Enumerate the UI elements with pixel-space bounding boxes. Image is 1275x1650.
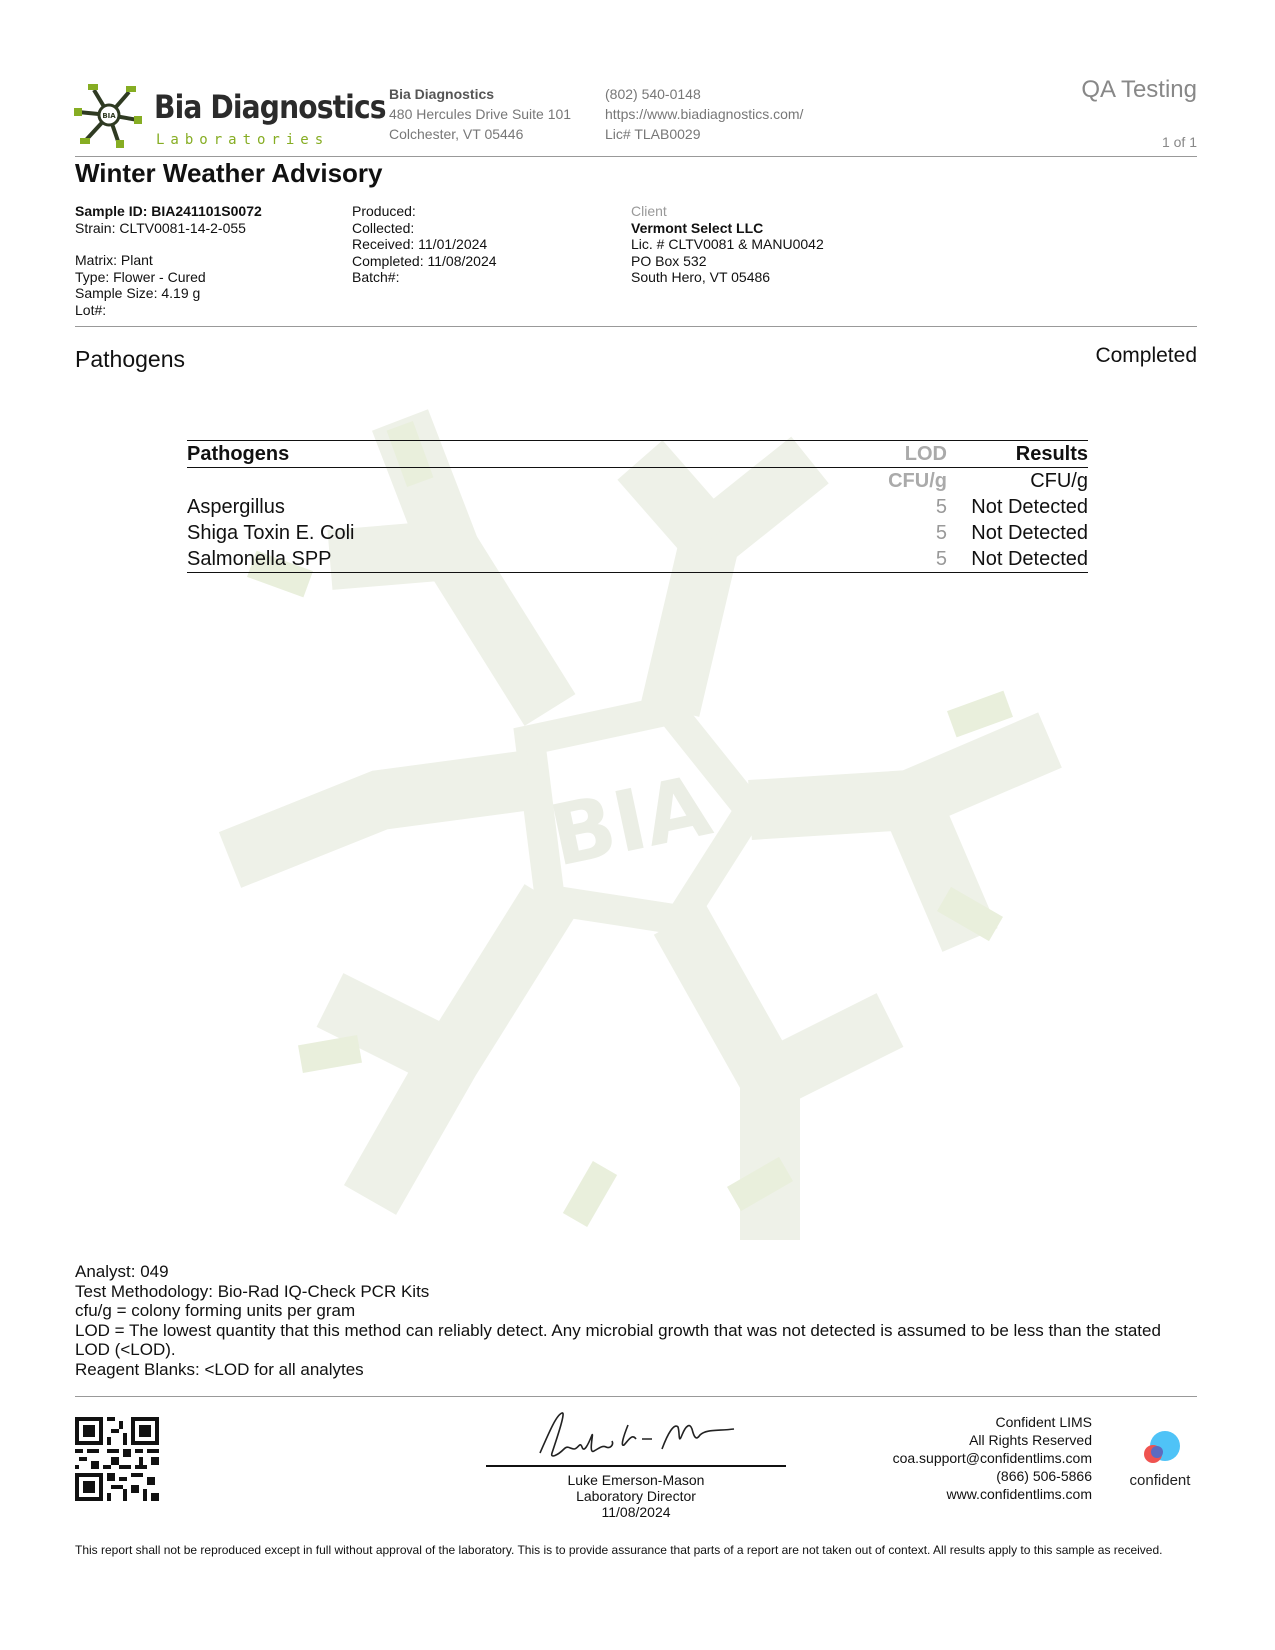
header-divider xyxy=(75,156,1197,157)
signatory xyxy=(486,1472,786,1520)
svg-text:BIA: BIA xyxy=(541,756,719,886)
signatory-title: Laboratory Director xyxy=(576,1488,696,1504)
client-license: Lic. # CLTV0081 & MANU0042 xyxy=(631,236,824,252)
signature-date: 11/08/2024 xyxy=(601,1504,671,1520)
client-name: Vermont Select LLC xyxy=(631,219,764,236)
confident-logo xyxy=(1120,1430,1200,1492)
lims-rights: All Rights Reserved xyxy=(969,1432,1092,1448)
units-results: CFU/g xyxy=(1030,470,1088,492)
lims-phone: (866) 506-5866 xyxy=(996,1468,1092,1484)
table-units-row xyxy=(187,468,1088,495)
lab-address-line2: Colchester, VT 05446 xyxy=(389,126,524,142)
section-title: Pathogens xyxy=(75,346,185,372)
units-name xyxy=(187,468,607,495)
report-type: QA Testing xyxy=(1081,76,1197,103)
method-notes xyxy=(75,1262,1165,1379)
product-name: Winter Weather Advisory xyxy=(75,158,383,188)
analyst: Analyst: 049 xyxy=(75,1262,169,1281)
sample-info xyxy=(75,203,262,318)
pathogen-lod: 5 xyxy=(935,496,947,518)
signature-line xyxy=(486,1465,786,1467)
client-info xyxy=(631,203,824,286)
lab-license: Lic# TLAB0029 xyxy=(605,126,701,142)
header-pathogens: Pathogens xyxy=(187,441,607,468)
client-label: Client xyxy=(631,203,667,219)
lod-definition: LOD = The lowest quantity that this method can reliably detect. Any microbial growth that was not detected is assumed to be less than the stated LOD (<LOD). xyxy=(75,1320,1161,1359)
signature-image xyxy=(528,1405,748,1467)
table-header-row xyxy=(187,441,1088,468)
client-po-box: PO Box 532 xyxy=(631,252,707,269)
pathogen-name: Shiga Toxin E. Coli xyxy=(187,522,355,544)
logo-subtitle: Laboratories xyxy=(156,132,330,148)
table-row xyxy=(187,494,1088,520)
sample-id: Sample ID: BIA241101S0072 xyxy=(75,203,262,219)
lims-website[interactable]: www.confidentlims.com xyxy=(946,1486,1092,1502)
company-logo xyxy=(74,80,386,152)
collected-date: Collected: xyxy=(352,219,415,236)
confident-logo-text: confident xyxy=(1129,1472,1191,1489)
reagent-blanks: Reagent Blanks: <LOD for all analytes xyxy=(75,1359,364,1379)
lab-phone: (802) 540-0148 xyxy=(605,86,701,102)
table-row xyxy=(187,520,1088,546)
lab-contact xyxy=(605,84,803,144)
pathogens-results-table xyxy=(187,440,1088,573)
sample-matrix: Matrix: Plant xyxy=(75,252,153,268)
batch-number: Batch#: xyxy=(352,269,400,285)
sample-dates xyxy=(352,203,497,286)
lab-address xyxy=(389,84,571,144)
completed-date: Completed: 11/08/2024 xyxy=(352,252,497,269)
header-lod: LOD xyxy=(607,441,947,468)
cfu-definition: cfu/g = colony forming units per gram xyxy=(75,1301,356,1320)
lab-address-line1: 480 Hercules Drive Suite 101 xyxy=(389,106,572,122)
disclaimer: This report shall not be reproduced except in full without approval of the laboratory. This is to provide assurance that parts of a report are not taken out of context. All results apply to this sample as received. xyxy=(75,1543,1163,1557)
lab-website[interactable]: https://www.biadiagnostics.com/ xyxy=(605,106,804,122)
header-results: Results xyxy=(947,441,1088,468)
lims-info xyxy=(893,1413,1092,1503)
pathogen-lod: 5 xyxy=(935,522,947,544)
logo-mark-text: BIA xyxy=(102,112,116,120)
table-row xyxy=(187,546,1088,573)
sample-size: Sample Size: 4.19 g xyxy=(75,285,201,301)
pathogen-name: Aspergillus xyxy=(187,496,285,518)
received-date: Received: 11/01/2024 xyxy=(352,236,488,252)
page-count: 1 of 1 xyxy=(1161,134,1197,150)
pathogen-result: Not Detected xyxy=(971,496,1088,518)
units-lod: CFU/g xyxy=(888,470,947,492)
footer-divider xyxy=(75,1396,1197,1397)
bia-molecule-logo-icon xyxy=(74,80,144,150)
test-methodology: Test Methodology: Bio-Rad IQ-Check PCR Kits xyxy=(75,1281,430,1301)
lims-email[interactable]: coa.support@confidentlims.com xyxy=(892,1450,1092,1466)
client-city: South Hero, VT 05486 xyxy=(631,269,771,285)
confident-dots-logo-icon xyxy=(1138,1430,1184,1470)
lims-name: Confident LIMS xyxy=(995,1414,1092,1430)
produced-date: Produced: xyxy=(352,203,416,219)
pathogen-name: Salmonella SPP xyxy=(187,546,607,573)
pathogen-lod: 5 xyxy=(607,546,947,573)
qr-code-icon[interactable] xyxy=(75,1417,159,1501)
sample-type: Type: Flower - Cured xyxy=(75,268,206,285)
info-divider xyxy=(75,326,1197,327)
section-status: Completed xyxy=(1095,344,1197,367)
pathogen-result: Not Detected xyxy=(971,522,1088,544)
sample-strain: Strain: CLTV0081-14-2-055 xyxy=(75,219,246,236)
signatory-name: Luke Emerson-Mason xyxy=(567,1472,705,1488)
logo-name: Bia Diagnostics xyxy=(154,88,386,126)
lab-name: Bia Diagnostics xyxy=(389,86,495,102)
pathogen-result: Not Detected xyxy=(947,546,1088,573)
sample-lot: Lot#: xyxy=(75,301,107,318)
